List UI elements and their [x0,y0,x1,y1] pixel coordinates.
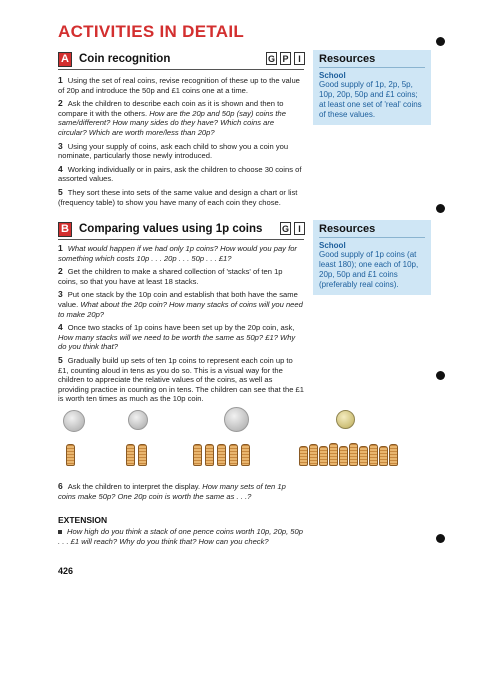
punch-hole [436,204,445,213]
coin-stack-illustration [349,443,358,466]
resources-title: Resources [319,53,425,68]
extension-title: EXTENSION [58,515,108,525]
section-b-continued [58,482,304,505]
paragraph: 1 Using the set of real coins, revise recognition of these up to the value of 20p and introduce the 50p and £1 coins one at a time. [58,75,300,95]
resources-text: Good supply of 1p coins (at least 180); one each of 10p, 20p, 50p and £1 coins (preferably real coins). [319,250,419,289]
badge-group: G [281,223,289,234]
group-badges [266,52,305,65]
fifty-pence-coin-illustration [224,407,249,432]
section-a-heading [58,50,170,68]
coin-stack-illustration [319,446,328,466]
coin-stack-illustration [359,446,368,466]
section-title: Comparing values using 1p coins [79,223,263,235]
paragraph: 6 Ask the children to interpret the display. How many sets of ten 1p coins make 50p? One 20p coin is worth the same as . . .? [58,481,286,501]
section-letter: A [58,52,72,67]
page-number: 426 [58,566,74,576]
coin-stack-illustration [217,444,226,466]
coin-stack-illustration [193,444,202,466]
paragraph: 1 What would happen if we had only 1p coins? How would you pay for something which costs 10p . . . 20p . . . 50p . . . £1? [58,243,297,263]
one-pound-coin-illustration [336,410,355,429]
badge-pairs: P [280,52,291,65]
badge-group: G [267,53,275,64]
resources-subtitle: School [319,71,346,80]
group-badges [280,222,305,235]
section-letter: B [58,222,72,237]
punch-hole [436,371,445,380]
paragraph: 4 Working individually or in pairs, ask the children to choose 30 coins of assorted values. [58,163,302,184]
page-title: ACTIVITIES IN DETAIL [58,22,245,41]
section-b-heading [58,220,262,238]
punch-hole [436,37,445,46]
coin-stack-illustration [229,444,238,466]
resources-box-b [313,220,431,295]
coin-stack-illustration [241,444,250,466]
section-a-body [58,76,304,211]
coin-stack-illustration [299,446,308,466]
paragraph: 5 They sort these into sets of the same value and design a chart or list (frequency table) to show you have many of each coin they chose. [58,186,298,207]
ten-pence-coin-illustration [63,410,85,432]
paragraph: 3 Put one stack by the 10p coin and establish that both have the same value. What about the 20p coin? How many stacks of coins will you need to make 20p? [58,289,303,319]
paragraph: 2 Ask the children to describe each coin as it is shown and then to compare it with the others. How are the 20p and 50p (say) coins the same/different? How many sides do they have? Which coins are circular? Which are worth more/less than 20p? [58,98,286,137]
resources-text: Good supply of 1p, 2p, 5p, 10p, 20p, 50p and £1 coins; at least one set of 'real' coins of these values. [319,80,422,119]
coin-stack-illustration [309,444,318,466]
coin-stack-illustration [379,446,388,466]
divider [58,239,304,240]
coin-stack-illustration [205,444,214,466]
resources-box-a [313,50,431,125]
paragraph: 4 Once two stacks of 1p coins have been set up by the 20p coin, ask, How many stacks will we need to be worth the same as 50p? £1? Why do you think that? [58,322,296,352]
coin-stack-illustration [126,444,135,466]
section-b-body [58,244,304,408]
resources-subtitle: School [319,241,346,250]
twenty-pence-coin-illustration [128,410,148,430]
paragraph: 5 Gradually build up sets of ten 1p coins to represent each coin up to £1, counting aloud in tens as you do so. This is a visual way for the children to appreciate the relative values of the coins, as well as providing practice in counting on in tens. The children can see that the £1 is worth ten times as much as the 10p coin. [58,354,304,404]
paragraph: 2 Get the children to make a shared collection of 'stacks' of ten 1p coins, so that you have at least 18 stacks. [58,266,283,286]
bullet-icon [58,530,62,534]
badge-individual: I [294,222,305,235]
coin-stack-illustration [339,446,348,466]
punch-hole [436,534,445,543]
section-title: Coin recognition [79,53,171,65]
coin-stack-illustration [138,444,147,466]
coin-stack-illustration [329,443,338,466]
badge-individual: I [294,52,305,65]
coin-stack-illustration [369,444,378,466]
coin-stack-illustration [389,444,398,466]
coin-stack-illustration [66,444,75,466]
resources-title: Resources [319,223,425,238]
paragraph: 3 Using your supply of coins, ask each child to show you a coin you nominate, particularly those newly introduced. [58,140,289,161]
bullet-item: How high do you think a stack of one pence coins worth 10p, 20p, 50p . . . £1 will reach? Why do you think that? How can you check? [58,527,303,546]
divider [58,69,304,70]
extension-body [58,527,304,550]
